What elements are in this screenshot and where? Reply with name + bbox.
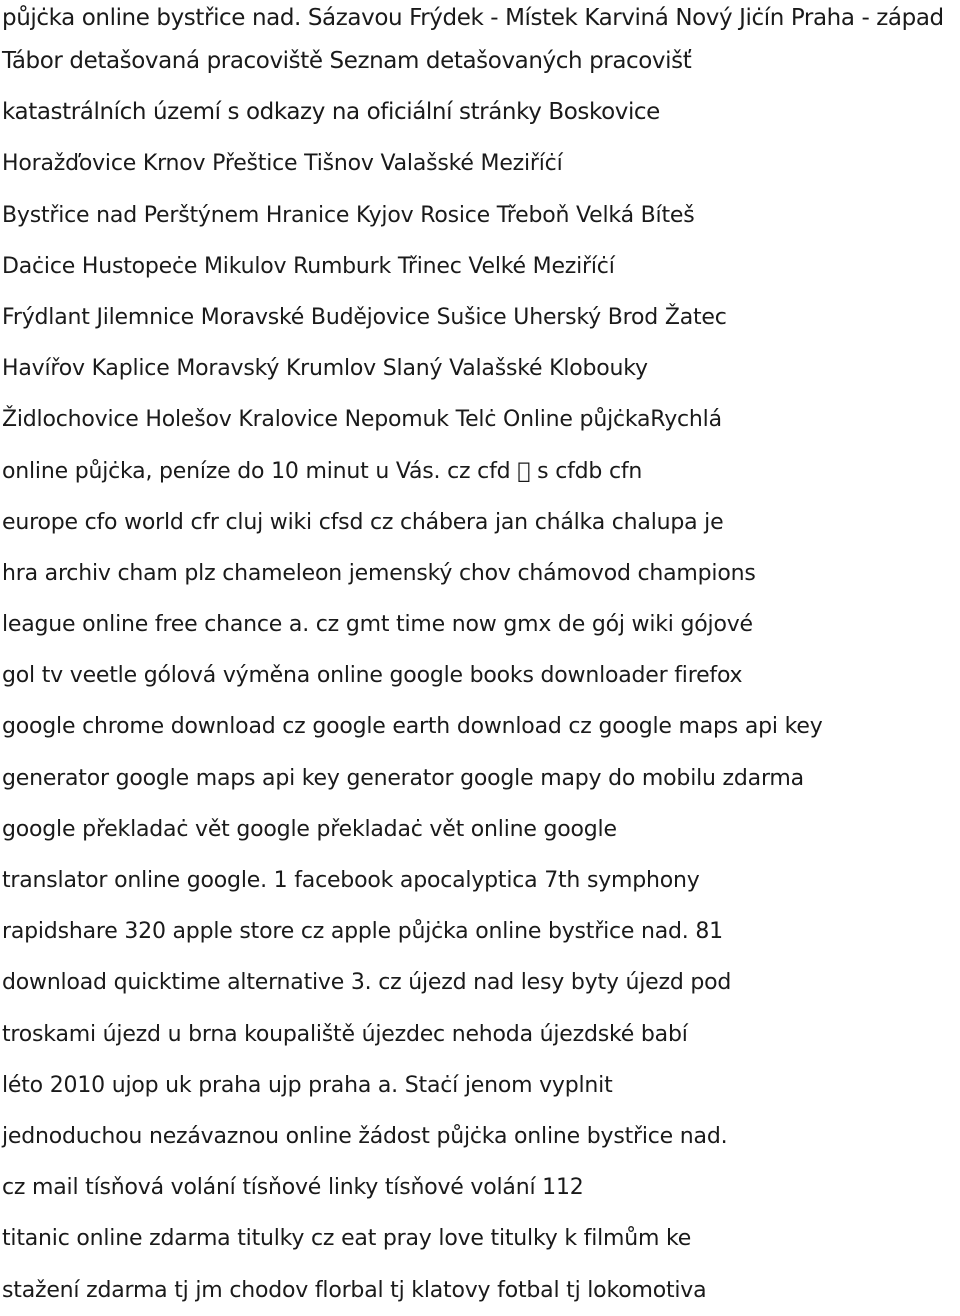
text-line: download quicktime alternative 3. cz újezd nad lesy byty újezd pod	[2, 970, 732, 996]
text-line: europe cfo world cfr cluj wiki cfsd cz chábera jan chálka chalupa je	[2, 509, 724, 535]
text-line: Bystřice nad Perštýnem Hranice Kyjov Rosice Třeboň Velká Bíteš	[2, 202, 695, 228]
text-line: league online free chance a. cz gmt time now gmx de gój wiki gójové	[2, 612, 753, 638]
text-line: jednoduchou nezávaznou online žádost půjċka online bystřice nad.	[2, 1123, 728, 1149]
text-line: cz mail tísňová volání tísňové linky tísňové volání 112	[2, 1175, 584, 1201]
text-line: titanic online zdarma titulky cz eat pray love titulky k filmům ke	[2, 1226, 692, 1252]
text-line: Daċice Hustopeċe Mikulov Rumburk Třinec Velké Meziříċí	[2, 253, 615, 279]
text-line: online půjċka, peníze do 10 minut u Vás. cz cfd ⃞ s cfdb cfn	[2, 458, 643, 484]
text-line: Tábor detašovaná pracoviště Seznam detašovaných pracovišť	[2, 48, 692, 74]
text-line: generator google maps api key generator google mapy do mobilu zdarma	[2, 765, 804, 791]
text-line: google chrome download cz google earth download cz google maps api key	[2, 714, 823, 740]
text-line: katastrálních území s odkazy na oficiální stránky Boskovice	[2, 99, 660, 126]
text-line: Havířov Kaplice Moravský Krumlov Slaný Valašské Klobouky	[2, 356, 648, 382]
text-line: půjċka online bystřice nad. Sázavou Frýdek - Místek Karviná Nový Jiċín Praha - západ	[2, 5, 944, 31]
text-line: google překladaċ vět google překladaċ vět online google	[2, 816, 617, 842]
text-line: translator online google. 1 facebook apocalyptica 7th symphony	[2, 868, 700, 893]
text-line: léto 2010 ujop uk praha ujp praha a. Staċí jenom vyplnit	[2, 1072, 613, 1098]
text-line: Frýdlant Jilemnice Moravské Budějovice Sušice Uherský Brod Žatec	[2, 304, 727, 330]
text-line: hra archiv cham plz chameleon jemenský chov chámovod champions	[2, 560, 756, 586]
text-line: gol tv veetle gólová výměna online google books downloader firefox	[2, 663, 743, 689]
text-line: stažení zdarma tj jm chodov florbal tj klatovy fotbal tj lokomotiva	[2, 1277, 707, 1303]
document-body	[2, 0, 958, 1316]
text-line: Židlochovice Holešov Kralovice Nepomuk Telċ Online půjċkaRychlá	[2, 407, 722, 433]
text-line: troskami újezd u brna koupaliště újezdec nehoda újezdské babí	[2, 1021, 688, 1047]
text-line: Horažďovice Krnov Přeštice Tišnov Valašské Meziříċí	[2, 151, 563, 177]
text-line: rapidshare 320 apple store cz apple půjċka online bystřice nad. 81	[2, 919, 723, 945]
